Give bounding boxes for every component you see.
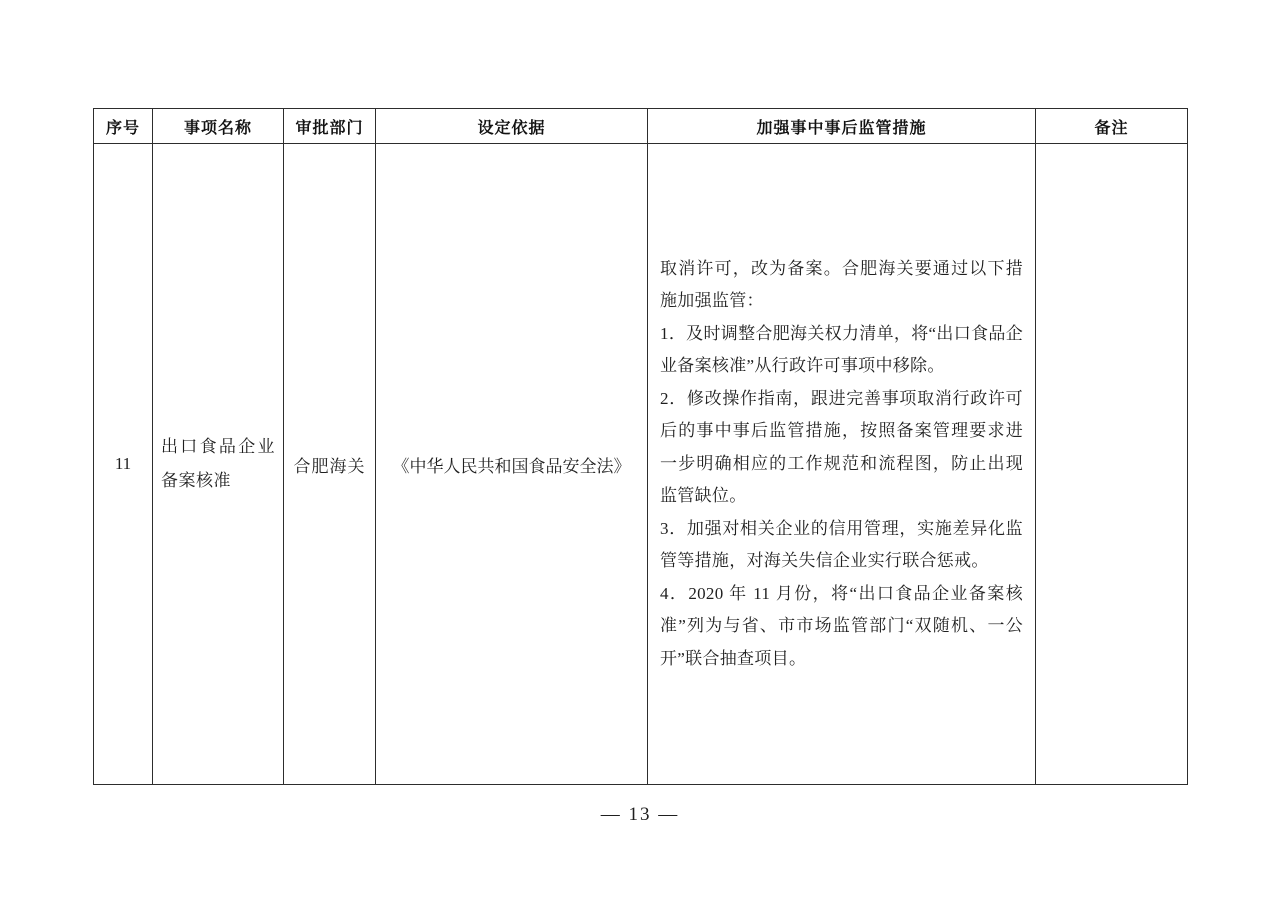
- table-row: [94, 144, 1188, 785]
- supervision-measures-block: [660, 253, 1023, 676]
- column-header-serial: 序号: [94, 109, 153, 144]
- measure-paragraph-4: 4．2020 年 11 月份，将“出口食品企业备案核准”列为与省、市市场监管部门“双随机、一公开”联合抽查项目。: [660, 583, 1023, 668]
- table-header-row: [94, 109, 1188, 144]
- cell-legal-basis: 《中华人民共和国食品安全法》: [376, 144, 648, 785]
- column-header-supervision-measures: 加强事中事后监管措施: [648, 109, 1036, 144]
- item-name-text: 出口食品企业备案核准: [161, 437, 275, 490]
- approval-items-table: [93, 108, 1188, 785]
- column-header-item-name: 事项名称: [153, 109, 284, 144]
- measure-paragraph-intro: 取消许可，改为备案。合肥海关要通过以下措施加强监管：: [660, 258, 1023, 311]
- cell-remarks: [1036, 144, 1188, 785]
- measure-paragraph-3: 3．加强对相关企业的信用管理，实施差异化监管等措施，对海关失信企业实行联合惩戒。: [660, 518, 1023, 571]
- column-header-approval-department: 审批部门: [284, 109, 376, 144]
- cell-supervision-measures: [648, 144, 1036, 785]
- cell-serial-number: 11: [94, 144, 153, 785]
- cell-item-name: [153, 144, 284, 785]
- measure-paragraph-2: 2．修改操作指南，跟进完善事项取消行政许可后的事中事后监管措施，按照备案管理要求进一步明确相应的工作规范和流程图，防止出现监管缺位。: [660, 388, 1023, 506]
- page-number-footer: — 13 —: [600, 804, 680, 825]
- approval-items-table-wrap: [93, 108, 1187, 785]
- column-header-legal-basis: 设定依据: [376, 109, 648, 144]
- cell-approval-department: 合肥海关: [284, 144, 376, 785]
- measure-paragraph-1: 1．及时调整合肥海关权力清单，将“出口食品企业备案核准”从行政许可事项中移除。: [660, 323, 1023, 376]
- column-header-remarks: 备注: [1036, 109, 1188, 144]
